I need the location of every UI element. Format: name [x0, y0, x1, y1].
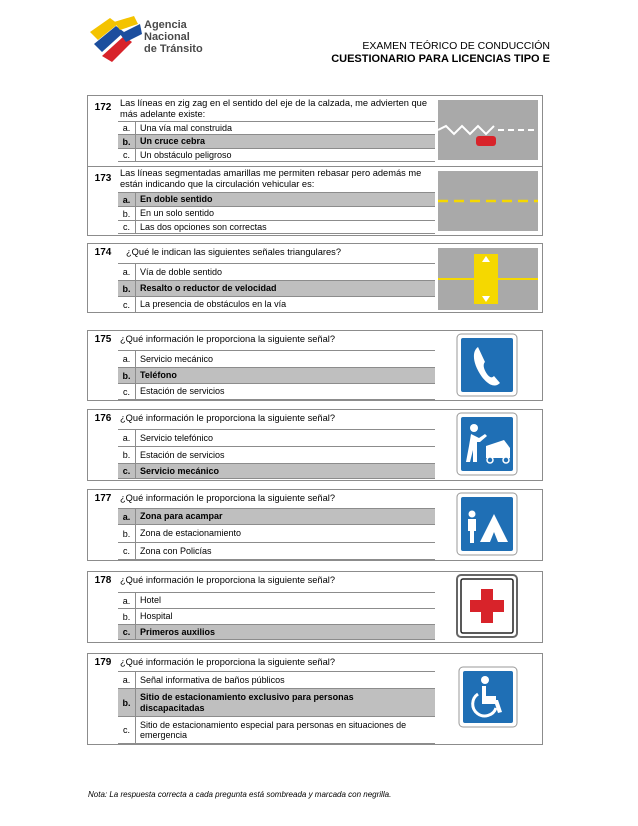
option-text: Hospital [140, 611, 173, 622]
option-text: Sitio de estacionamiento especial para personas en situaciones de emergencia [140, 719, 407, 740]
option-text: Una vía mal construida [140, 122, 233, 133]
option-letter: c. [118, 297, 136, 312]
options [118, 350, 435, 400]
option-b-correct[interactable] [118, 688, 435, 716]
question-number: 175 [94, 334, 112, 345]
option-text: Zona para acampar [140, 511, 223, 522]
option-a[interactable] [118, 592, 435, 608]
question-175 [87, 330, 543, 401]
option-c[interactable] [118, 716, 435, 744]
option-text: En doble sentido [140, 194, 213, 205]
option-letter: c. [118, 464, 136, 478]
option-text: Resalto o reductor de velocidad [140, 283, 277, 294]
footer-note: Nota: La respuesta correcta a cada pregunta está sombreada y marcada con negrilla. [88, 790, 392, 799]
option-b[interactable] [118, 206, 435, 220]
question-text: ¿Qué información le proporciona la siguiente señal? [120, 657, 335, 667]
option-text: Estación de servicios [140, 386, 225, 397]
question-number: 172 [94, 102, 112, 113]
option-c[interactable] [118, 383, 435, 400]
option-letter: b. [118, 281, 136, 296]
option-c-correct[interactable] [118, 624, 435, 640]
option-letter: c. [118, 149, 136, 161]
option-letter: a. [118, 593, 136, 608]
option-letter: a. [118, 672, 136, 688]
exam-title: EXAMEN TEÓRICO DE CONDUCCIÓN [362, 40, 550, 52]
option-text: Teléfono [140, 370, 177, 381]
option-a[interactable] [118, 263, 435, 280]
zigzag-road-icon [438, 100, 538, 160]
option-a-correct[interactable] [118, 508, 435, 524]
camping-sign-icon [456, 492, 518, 556]
mechanic-sign-icon [456, 412, 518, 476]
question-number: 178 [94, 575, 112, 586]
option-letter: b. [118, 447, 136, 463]
options [118, 671, 435, 744]
option-c[interactable] [118, 220, 435, 234]
option-text: Hotel [140, 595, 162, 606]
question-173 [87, 166, 543, 236]
options [118, 592, 435, 640]
question-text: ¿Qué información le proporciona la siguiente señal? [120, 413, 335, 423]
dashed-yellow-road-icon [438, 171, 538, 231]
option-text: Estación de servicios [140, 449, 225, 460]
agency-line-2: Nacional [144, 31, 190, 43]
option-letter: c. [118, 384, 136, 399]
option-text: Un obstáculo peligroso [140, 149, 232, 160]
option-letter: b. [118, 135, 136, 148]
option-letter: c. [118, 717, 136, 743]
option-text: Zona de estacionamiento [140, 528, 242, 539]
option-text: Zona con Policías [140, 545, 212, 556]
option-letter: a. [118, 264, 136, 280]
option-letter: a. [118, 122, 136, 134]
option-b-correct[interactable] [118, 134, 435, 148]
question-text: ¿Qué información le proporciona la siguiente señal? [120, 334, 335, 344]
option-letter: b. [118, 525, 136, 542]
question-number: 174 [94, 247, 112, 258]
option-text: Vía de doble sentido [140, 266, 223, 277]
option-text: Servicio mecánico [140, 465, 220, 476]
telephone-sign-icon [456, 333, 518, 397]
question-text: ¿Qué información le proporciona la siguiente señal? [120, 575, 335, 585]
question-number: 176 [94, 413, 112, 424]
option-b[interactable] [118, 608, 435, 624]
option-letter: b. [118, 368, 136, 383]
question-174 [87, 243, 543, 313]
option-c[interactable] [118, 296, 435, 313]
option-letter: a. [118, 430, 136, 446]
option-letter: c. [118, 221, 136, 233]
option-b[interactable] [118, 446, 435, 463]
question-178 [87, 571, 543, 643]
option-letter: a. [118, 193, 136, 206]
option-text: La presencia de obstáculos en la vía [140, 299, 287, 310]
question-number: 173 [94, 173, 112, 184]
option-text: Señal informativa de baños públicos [140, 674, 285, 685]
option-text: Primeros auxilios [140, 626, 216, 637]
option-b[interactable] [118, 524, 435, 542]
option-b-correct[interactable] [118, 280, 435, 296]
exam-subtitle: CUESTIONARIO PARA LICENCIAS TIPO E [331, 53, 550, 65]
speed-bump-road-icon [438, 248, 538, 310]
option-a[interactable] [118, 350, 435, 367]
options [118, 508, 435, 560]
question-text: Las líneas segmentadas amarillas me permiten rebasar pero además me están indicando que la circulación vehicular es: [120, 168, 422, 189]
option-text: Servicio mecánico [140, 353, 214, 364]
question-text: Las líneas en zig zag en el sentido del eje de la calzada, me advierten que más adelante existe: [120, 98, 428, 119]
agency-name [144, 19, 203, 55]
options [118, 121, 435, 162]
option-c-correct[interactable] [118, 463, 435, 479]
option-c[interactable] [118, 148, 435, 162]
options [118, 429, 435, 479]
option-a[interactable] [118, 671, 435, 688]
question-172 [87, 95, 543, 167]
question-number: 179 [94, 657, 112, 668]
option-letter: c. [118, 543, 136, 559]
option-text: Las dos opciones son correctas [140, 221, 267, 232]
agency-line-1: Agencia [144, 19, 187, 31]
option-text: Un cruce cebra [140, 136, 206, 147]
option-letter: b. [118, 207, 136, 220]
first-aid-sign-icon [456, 574, 518, 638]
option-a-correct[interactable] [118, 192, 435, 206]
wheelchair-sign-icon [458, 666, 518, 728]
option-text: Sitio de estacionamiento exclusivo para personas discapacitadas [140, 692, 354, 713]
question-179 [87, 653, 543, 745]
option-letter: b. [118, 689, 136, 716]
option-letter: a. [118, 509, 136, 524]
option-a[interactable] [118, 429, 435, 446]
question-176 [87, 409, 543, 481]
option-text: En un solo sentido [140, 208, 215, 219]
option-letter: a. [118, 351, 136, 367]
option-letter: b. [118, 609, 136, 624]
question-text: ¿Qué le indican las siguientes señales triangulares? [126, 247, 341, 257]
question-number: 177 [94, 493, 112, 504]
options [118, 192, 435, 234]
option-b-correct[interactable] [118, 367, 435, 383]
options [118, 263, 435, 313]
agency-line-3: de Tránsito [144, 43, 203, 55]
option-a[interactable] [118, 121, 435, 134]
question-177 [87, 489, 543, 561]
option-c[interactable] [118, 542, 435, 560]
question-text: ¿Qué información le proporciona la siguiente señal? [120, 493, 335, 503]
option-letter: c. [118, 625, 136, 639]
option-text: Servicio telefónico [140, 432, 214, 443]
